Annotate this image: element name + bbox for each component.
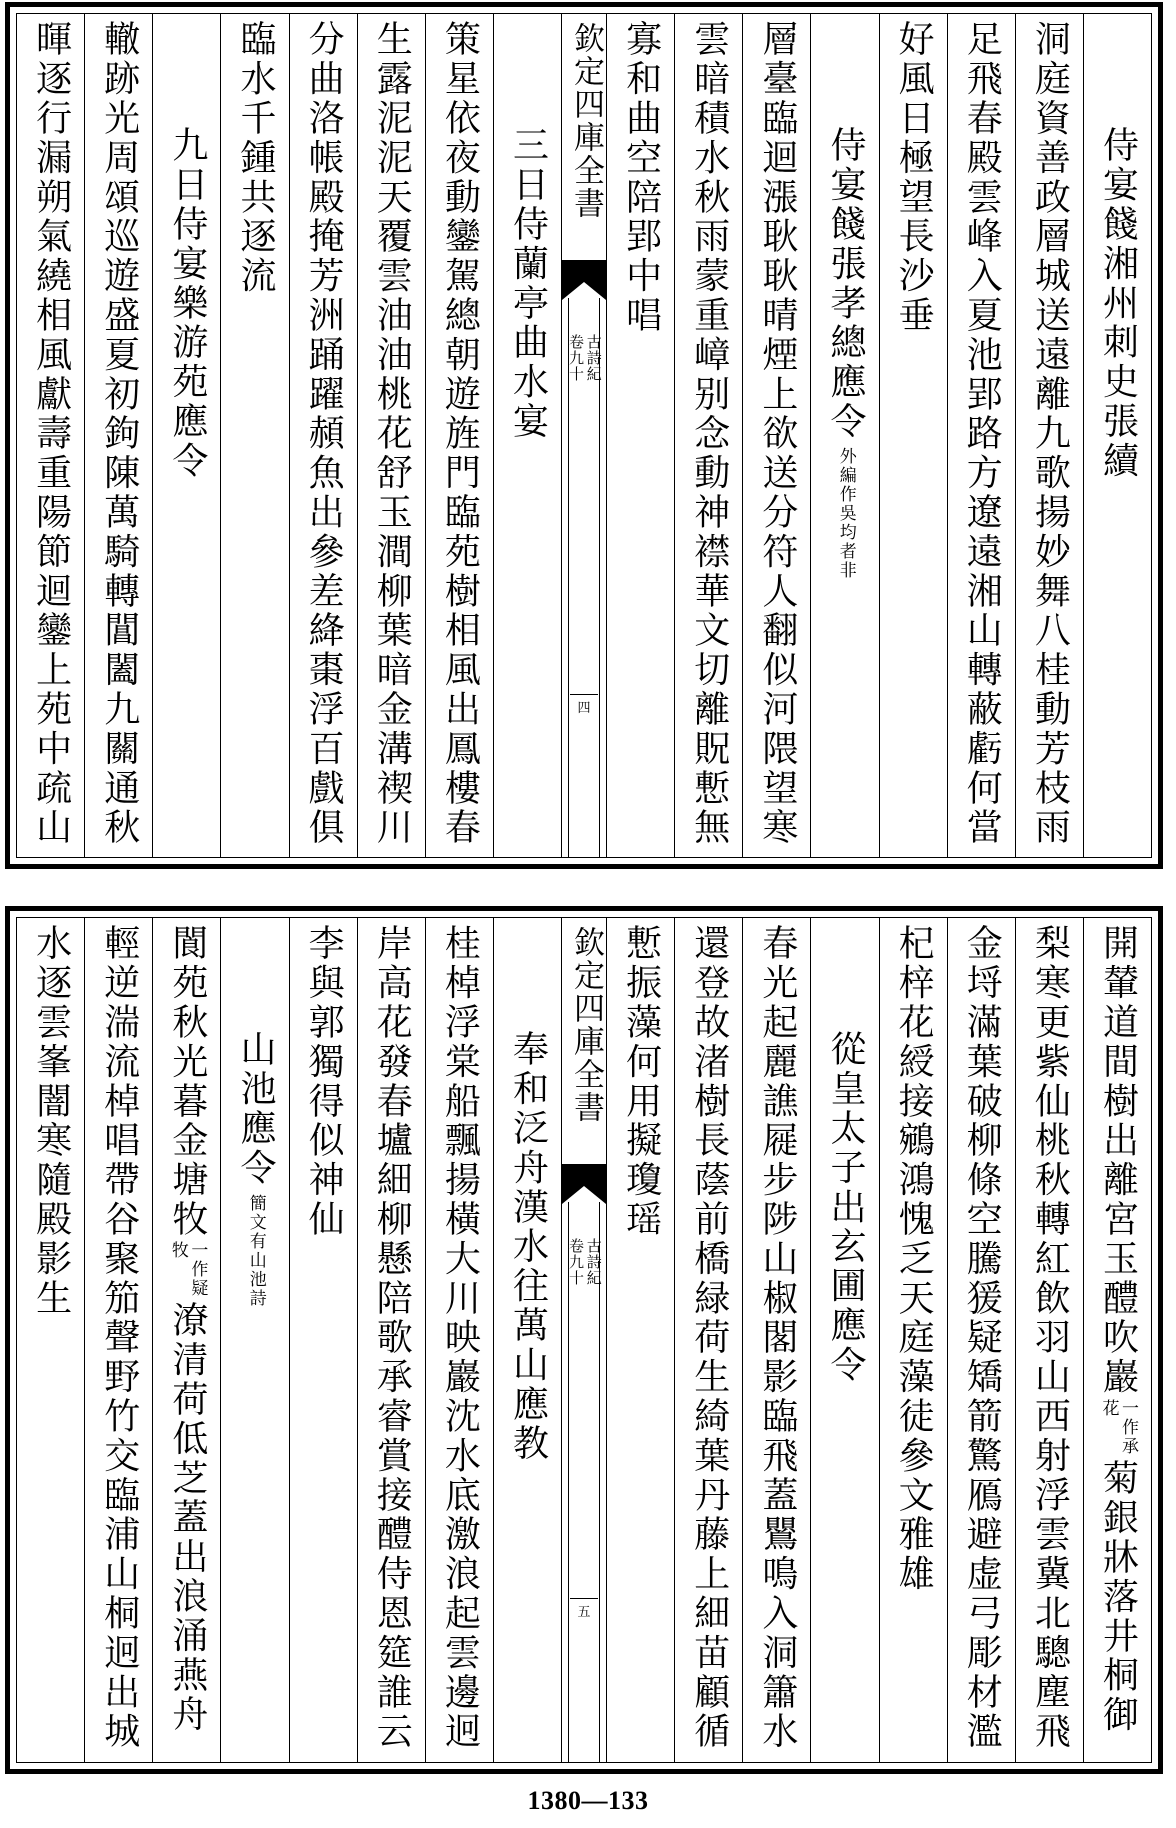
verse-line: 春光起麗譙屣步陟山椒閣影臨飛蓋鸎鳴入洞簫水 (756, 924, 798, 1752)
volume-number: 卷九十 (567, 1238, 585, 1286)
verse-line: 閬苑秋光暮金塘牧 (166, 924, 208, 1240)
text-column (493, 918, 561, 1762)
text-column (606, 918, 674, 1762)
text-column (1015, 918, 1083, 1762)
text-column (493, 14, 561, 857)
poem-title: 奉和泛舟漢水往萬山應教 (507, 1030, 549, 1464)
verse-line: 分曲洛帳殿掩芳洲踊躍頳魚出參差絳棗浮百戲俱 (303, 20, 345, 848)
text-column (606, 14, 674, 857)
text-column (84, 918, 152, 1762)
poem-title: 九日侍宴樂游苑應令 (166, 126, 208, 481)
verse-line: 暉逐行漏朔氣繞相風獻壽重陽節迴鑾上苑中疏山 (30, 20, 72, 848)
collection-name: 古詩紀 (584, 334, 603, 382)
text-column (289, 14, 357, 857)
annotation-note: 一作承花 (1098, 1398, 1138, 1456)
verse-line: 雲暗積水秋雨蒙重嶂别念動神襟華文切離貺慙無 (688, 20, 730, 848)
spine-rule (568, 1202, 569, 1762)
verse-line: 層臺臨迴漲耿耿晴煙上欲送分符人翻似河隈望寒 (756, 20, 798, 848)
folio-number: 四 (570, 694, 598, 716)
top-page-panel (5, 2, 1163, 869)
verse-line: 桂棹浮棠船飄揚橫大川映巖沈水底激浪起雲邊迥 (439, 924, 481, 1752)
text-column (810, 14, 878, 857)
verse-line: 梨寒更紫仙桃秋轉紅飲羽山西射浮雲冀北驄塵飛 (1029, 924, 1071, 1752)
text-column (674, 14, 742, 857)
top-page-columns (16, 13, 1152, 858)
spine-rule (599, 1202, 600, 1762)
book-title: 欽定四庫全書 (568, 22, 604, 220)
verse-line: 菊銀牀落井桐御 (1097, 1458, 1139, 1735)
center-spine (561, 14, 606, 857)
text-column (84, 14, 152, 857)
text-column (742, 14, 810, 857)
verse-line: 潦清荷低芝蓋出浪涌燕舟 (166, 1301, 208, 1735)
folio-number: 五 (570, 1598, 598, 1620)
volume-label (567, 334, 603, 382)
poem-title: 從皇太子出玄圃應令 (824, 1030, 866, 1385)
text-column (425, 918, 493, 1762)
poem-title: 侍宴餞湘州刺史張續 (1097, 126, 1139, 481)
verse-line: 慙振藻何用擬瓊瑶 (620, 924, 662, 1240)
bottom-page-columns (16, 917, 1152, 1763)
text-column (947, 14, 1015, 857)
volume-label (567, 1238, 603, 1286)
text-column (674, 918, 742, 1762)
volume-number: 卷九十 (567, 334, 585, 382)
text-column (289, 918, 357, 1762)
text-column (152, 14, 220, 857)
verse-line: 生露泥泥天覆雲油油桃花舒玉澗柳葉暗金溝禊川 (371, 20, 413, 848)
text-column (357, 14, 425, 857)
poem-title: 三日侍蘭亭曲水宴 (507, 126, 549, 442)
annotation-note: 外編作吳均者非 (835, 447, 856, 581)
poem-title: 山池應令 (234, 1030, 276, 1188)
text-column (17, 918, 84, 1762)
verse-line: 開輦道間樹出離宮玉醴吹巖 (1097, 924, 1139, 1397)
text-column (742, 918, 810, 1762)
annotation-note: 一作疑牧 (167, 1241, 208, 1299)
verse-line: 臨水千鍾共逐流 (234, 20, 276, 296)
text-column (220, 918, 288, 1762)
verse-line: 策星依夜動鑾駕總朝遊旌門臨苑樹相風出鳳樓春 (439, 20, 481, 848)
text-column (220, 14, 288, 857)
verse-line: 李與郭獨得似神仙 (303, 924, 345, 1240)
collection-name: 古詩紀 (584, 1238, 603, 1286)
text-column (947, 918, 1015, 1762)
text-column (1083, 918, 1151, 1762)
text-column (810, 918, 878, 1762)
text-column (1083, 14, 1151, 857)
verse-line: 岸高花發春壚細柳懸陪歌承睿賞接醴侍恩筵誰云 (371, 924, 413, 1752)
text-column (425, 14, 493, 857)
center-spine (561, 918, 606, 1762)
annotation-note: 簡文有山池詩 (245, 1193, 266, 1308)
text-column (17, 14, 84, 857)
poem-title: 侍宴餞張孝總應令 (824, 126, 866, 442)
text-column (357, 918, 425, 1762)
verse-line: 洞庭資善政層城送遠離九歌揚妙舞八桂動芳枝雨 (1029, 20, 1071, 848)
page-number: 1380—133 (527, 1786, 649, 1815)
verse-line: 足飛春殿雲峰入夏池郢路方遼遠湘山轉蔽虧何當 (961, 20, 1003, 848)
verse-line: 杞梓花綬接鵷鴻愧乏天庭藻徒參文雅雄 (893, 924, 935, 1594)
text-column (879, 918, 947, 1762)
text-column (152, 918, 220, 1762)
book-title: 欽定四庫全書 (568, 926, 604, 1124)
verse-line: 金埒滿葉破柳條空騰猨疑矯箭驚鴈避虚弓彫材濫 (961, 924, 1003, 1752)
verse-line: 轍跡光周頌巡遊盛夏初鉤陳萬騎轉閶闔九關通秋 (98, 20, 140, 848)
verse-line: 寡和曲空陪郢中唱 (620, 20, 662, 336)
verse-line: 好風日極望長沙垂 (893, 20, 935, 336)
bottom-page-panel (5, 906, 1163, 1774)
verse-line: 水逐雲峯闇寒隨殿影生 (30, 924, 72, 1318)
text-column (879, 14, 947, 857)
verse-line: 還登故渚樹長蔭前橋緑荷生綺葉丹藤上細苗顧循 (688, 924, 730, 1752)
verse-line: 輕逆湍流棹唱帶谷聚笳聲野竹交臨浦山桐迥出城 (98, 924, 140, 1752)
text-column (1015, 14, 1083, 857)
